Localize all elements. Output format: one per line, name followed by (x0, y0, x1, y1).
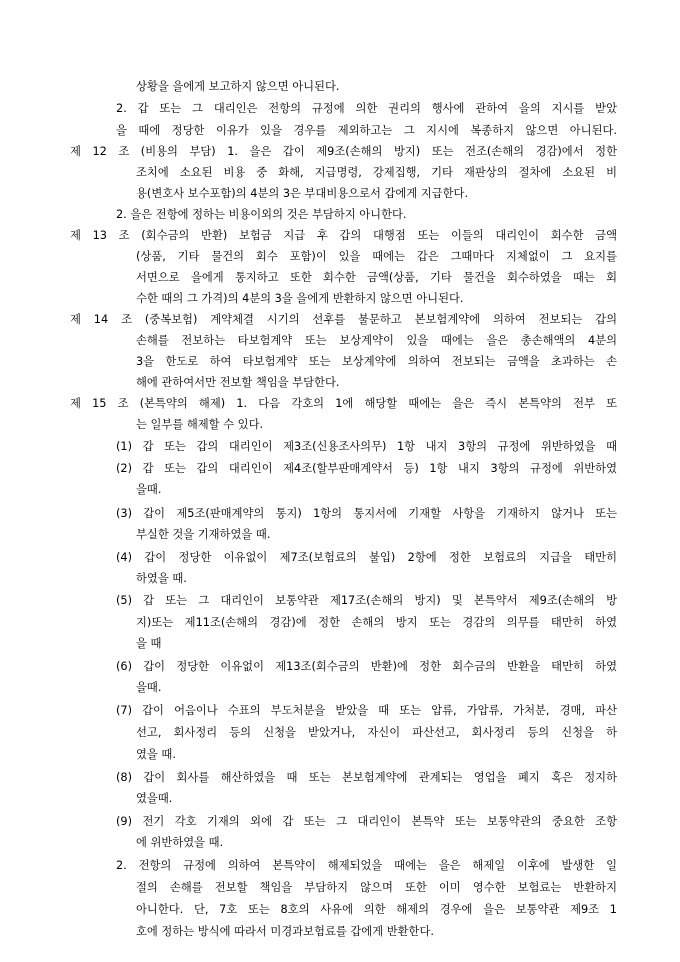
text-line: 해에 관하여서만 전보할 책임을 부담한다. (136, 376, 340, 389)
text-line: 는 일부를 해제할 수 있다. (136, 418, 264, 431)
text-line: 3을 한도로 하여 타보험계약 또는 보상계약에 의하여 전보되는 금액을 초과하는 손 (136, 355, 617, 368)
list-item: (8) 갑이 회사를 해산하였을 때 또는 본보험계약에 관계되는 영업을 폐지 혹은 정지하 (116, 771, 617, 784)
text-line: 였을때. (136, 792, 173, 805)
text-line: 부실한 것을 기재하였을 때. (136, 528, 271, 541)
list-item: (4) 갑이 정당한 이유없이 제7조(보험료의 불입) 2항에 정한 보험료의 지급을 태만히 (116, 551, 617, 564)
text-line: 을때. (136, 483, 162, 496)
text-line: 2. 을은 전항에 정하는 비용이외의 것은 부담하지 아니한다. (116, 208, 407, 221)
text-line: 선고, 회사정리 등의 신청을 받았거나, 자신이 파산선고, 회사정리 등의 신청을 하 (136, 726, 617, 739)
list-item: (9) 전기 각호 기재의 외에 갑 또는 그 대리인이 본특약 또는 보통약관의 중요한 조항 (116, 815, 617, 828)
list-item: (3) 갑이 제5조(판매계약의 통지) 1항의 통지서에 기재할 사항을 기재하지 않거나 또는 (116, 507, 617, 520)
text-line: 조치에 소요된 비용 중 화해, 지급명령, 강제집행, 기타 재판상의 절차에 소요된 비 (136, 166, 617, 179)
text-line: 2. 갑 또는 그 대리인은 전항의 규정에 의한 권리의 행사에 관하여 을의 지시를 받았 (116, 102, 617, 115)
text-line: 지)또는 제11조(손해의 경감)에 정한 손해의 방지 또는 경감의 의무를 태만히 하였 (136, 616, 617, 629)
text-line: 을 때에 정당한 이유가 있을 경우를 제외하고는 그 지시에 복종하지 않으면 아니된다. (116, 124, 617, 137)
text-line: 2. 전항의 규정에 의하여 본특약이 해제되었을 때에는 을은 해제일 이후에 발생한 일 (116, 859, 617, 872)
list-item: (5) 갑 또는 그 대리인이 보통약관 제17조(손해의 방지) 및 본특약서 제9조(손해의 방 (116, 594, 617, 607)
article-12-heading: 제 12 조 (비용의 부담) 1. 을은 갑이 제9조(손해의 방지) 또는 전조(손해의 경감)에서 정한 (70, 145, 617, 158)
text-line: 호에 정하는 방식에 따라서 미경과보험료를 갑에게 반환한다. (136, 925, 434, 938)
text-line: 을 때 (136, 637, 162, 650)
text-line: 에 위반하였을 때. (136, 836, 224, 849)
list-item: (1) 갑 또는 갑의 대리인이 제3조(신용조사의무) 1항 내지 3항의 규정에 위반하였을 때 (116, 440, 617, 453)
list-item: (6) 갑이 정당한 이유없이 제13조(회수금의 반환)에 정한 회수금의 반환을 태만히 하였 (116, 660, 617, 673)
text-line: 절의 손해를 전보할 책임을 부담하지 않으며 또한 이미 영수한 보험료는 반환하지 (136, 881, 617, 894)
article-13-heading: 제 13 조 (회수금의 반환) 보험금 지급 후 갑의 대행점 또는 이들의 대리인이 회수한 금액 (70, 229, 617, 242)
text-line: (상품, 기타 물건의 회수 포함)이 있을 때에는 갑은 그때마다 지체없이 그 요지를 (136, 250, 617, 263)
text-line: 을때. (136, 681, 162, 694)
text-line: 용(변호사 보수포함)의 4분의 3은 부대비용으로서 갑에게 지급한다. (136, 187, 469, 200)
text-line: 손해를 전보하는 타보험계약 또는 보상계약이 있을 때에는 을은 총손해액의 4분의 (136, 334, 617, 347)
text-line: 하였을 때. (136, 572, 187, 585)
text-line: 였을 때. (136, 748, 176, 761)
article-14-heading: 제 14 조 (중복보험) 계약체결 시기의 선후를 불문하고 본보험계약에 의하여 전보되는 갑의 (70, 313, 617, 326)
list-item: (7) 갑이 어음이나 수표의 부도처분을 받았을 때 또는 압류, 가압류, 가처분, 경매, 파산 (116, 704, 617, 717)
article-15-heading: 제 15 조 (본특약의 해제) 1. 다음 각호의 1에 해당할 때에는 을은 즉시 본특약의 전부 또 (70, 397, 617, 410)
text-line: 아니한다. 단, 7호 또는 8호의 사유에 의한 해제의 경우에 을은 보통약관 제9조 1 (136, 903, 617, 916)
text-line: 상황을 을에게 보고하지 않으면 아니된다. (136, 80, 340, 93)
text-line: 서면으로 을에게 통지하고 또한 회수한 금액(상품, 기타 물건을 회수하였을 때는 회 (136, 271, 617, 284)
list-item: (2) 갑 또는 갑의 대리인이 제4조(할부판매계약서 등) 1항 내지 3항의 규정에 위반하였 (116, 462, 617, 475)
text-line: 수한 때의 그 가격)의 4분의 3을 을에게 반환하지 않으면 아니된다. (136, 292, 464, 305)
